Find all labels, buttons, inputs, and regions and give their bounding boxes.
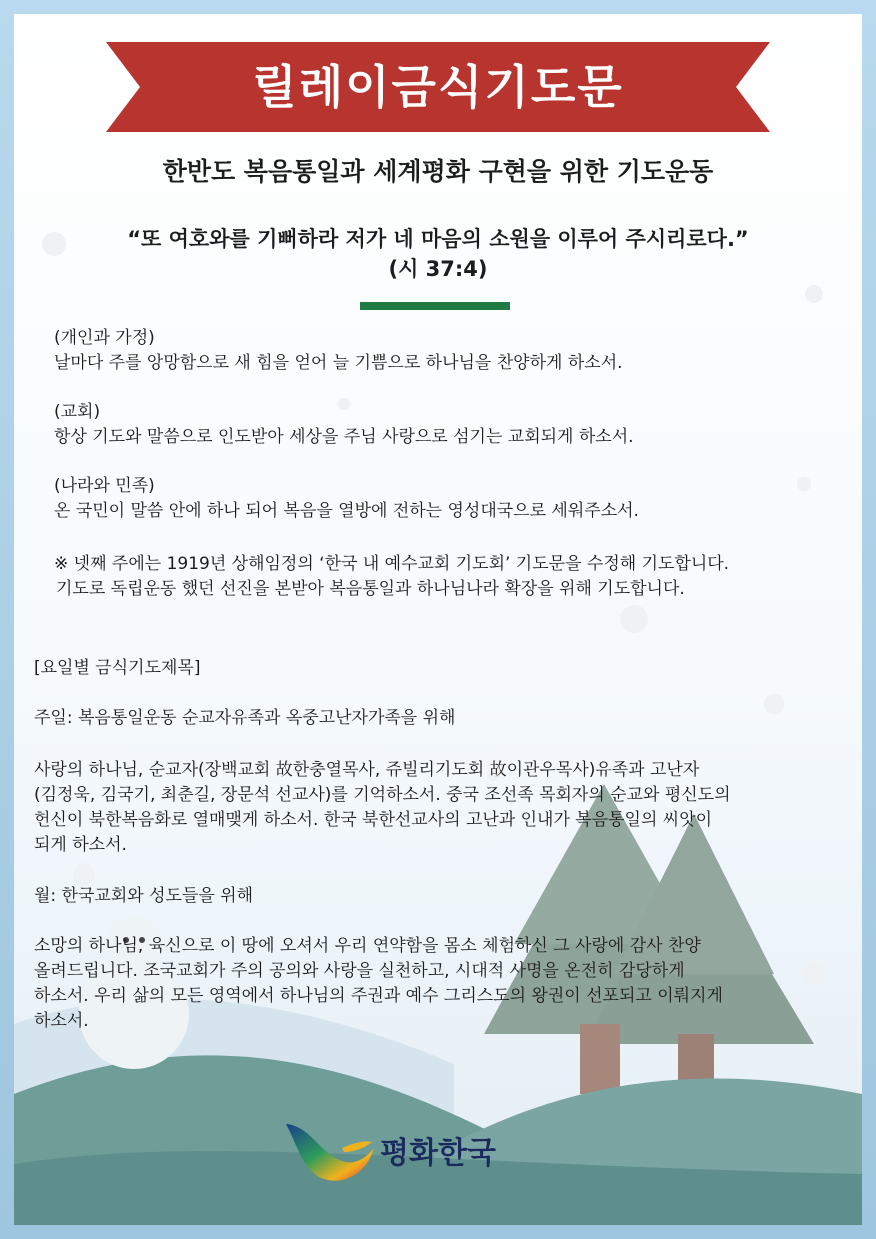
note-line: ※ 넷째 주에는 1919년 상해임정의 ‘한국 내 예수교회 기도회’ 기도문을 수정해 기도합니다. [54, 554, 730, 574]
bible-verse [14, 224, 862, 284]
prayer-text: 온 국민이 말씀 안에 하나 되어 복음을 열방에 전하는 영성대국으로 세워주소서. [54, 501, 639, 521]
prayer-family [54, 326, 623, 376]
verse-reference: (시 37:4) [388, 257, 488, 281]
prayer-text: 날마다 주를 앙망함으로 새 힘을 얻어 늘 기쁨으로 하나님을 찬양하게 하소서. [54, 353, 623, 373]
monday-prayer [34, 934, 840, 1034]
sunday-line: (김정욱, 김국기, 최춘길, 장문석 선교사)를 기억하소서. 중국 조선족 목회자의 순교와 평신도의 [34, 785, 731, 805]
prayer-text: 항상 기도와 말씀으로 인도받아 세상을 주님 사랑으로 섬기는 교회되게 하소서. [54, 427, 634, 447]
sunday-line: 헌신이 북한복음화로 열매맺게 하소서. 한국 북한선교사의 고난과 인내가 복음통일의 씨앗이 [34, 810, 713, 830]
page-subtitle: 한반도 복음통일과 세계평화 구현을 위한 기도운동 [162, 157, 714, 186]
prayer-church [54, 400, 634, 450]
title-banner [106, 42, 770, 132]
monday-line: 소망의 하나님, 육신으로 이 땅에 오셔서 우리 연약함을 몸소 체험하신 그 사랑에 감사 찬양 [34, 936, 701, 956]
prayer-heading: (나라와 민족) [54, 476, 155, 496]
verse-text: “또 여호와를 기뻐하라 저가 네 마음의 소원을 이루어 주시리로다.” [127, 227, 749, 251]
monday-line: 올려드립니다. 조국교회가 주의 공의와 사랑을 실천하고, 시대적 사명을 온전히 감당하게 [34, 961, 685, 981]
prayer-heading: (개인과 가정) [54, 328, 155, 348]
prayer-heading: (교회) [54, 402, 101, 422]
page-title: 릴레이금식기도문 [252, 60, 624, 114]
fourth-week-note [54, 552, 729, 602]
green-divider [360, 302, 510, 310]
sunday-line: 되게 하소서. [34, 835, 127, 855]
daily-heading: [요일별 금식기도제목] [34, 658, 201, 678]
prayer-nation [54, 474, 639, 524]
sunday-line: 사랑의 하나님, 순교자(장백교회 故한충열목사, 쥬빌리기도회 故이관우목사)유족과 고난자 [34, 760, 700, 780]
monday-line: 하소서. 우리 삶의 모든 영역에서 하나님의 주권과 예수 그리스도의 왕권이 선포되고 이뤄지게 [34, 986, 723, 1006]
winter-scene-illustration [14, 14, 862, 1225]
note-line: 기도로 독립운동 했던 선진을 본받아 복음통일과 하나님나라 확장을 위해 기도합니다. [56, 579, 685, 599]
flyer-paper [14, 14, 862, 1225]
sunday-prayer [34, 758, 840, 858]
peace-korea-logo [282, 1118, 522, 1188]
monday-line: 하소서. [34, 1011, 89, 1031]
sunday-title: 주일: 복음통일운동 순교자유족과 옥중고난자가족을 위해 [34, 708, 456, 728]
peace-korea-swoosh-icon [282, 1118, 378, 1188]
monday-title: 월: 한국교회와 성도들을 위해 [34, 886, 254, 906]
logo-text: 평화한국 [380, 1136, 496, 1171]
